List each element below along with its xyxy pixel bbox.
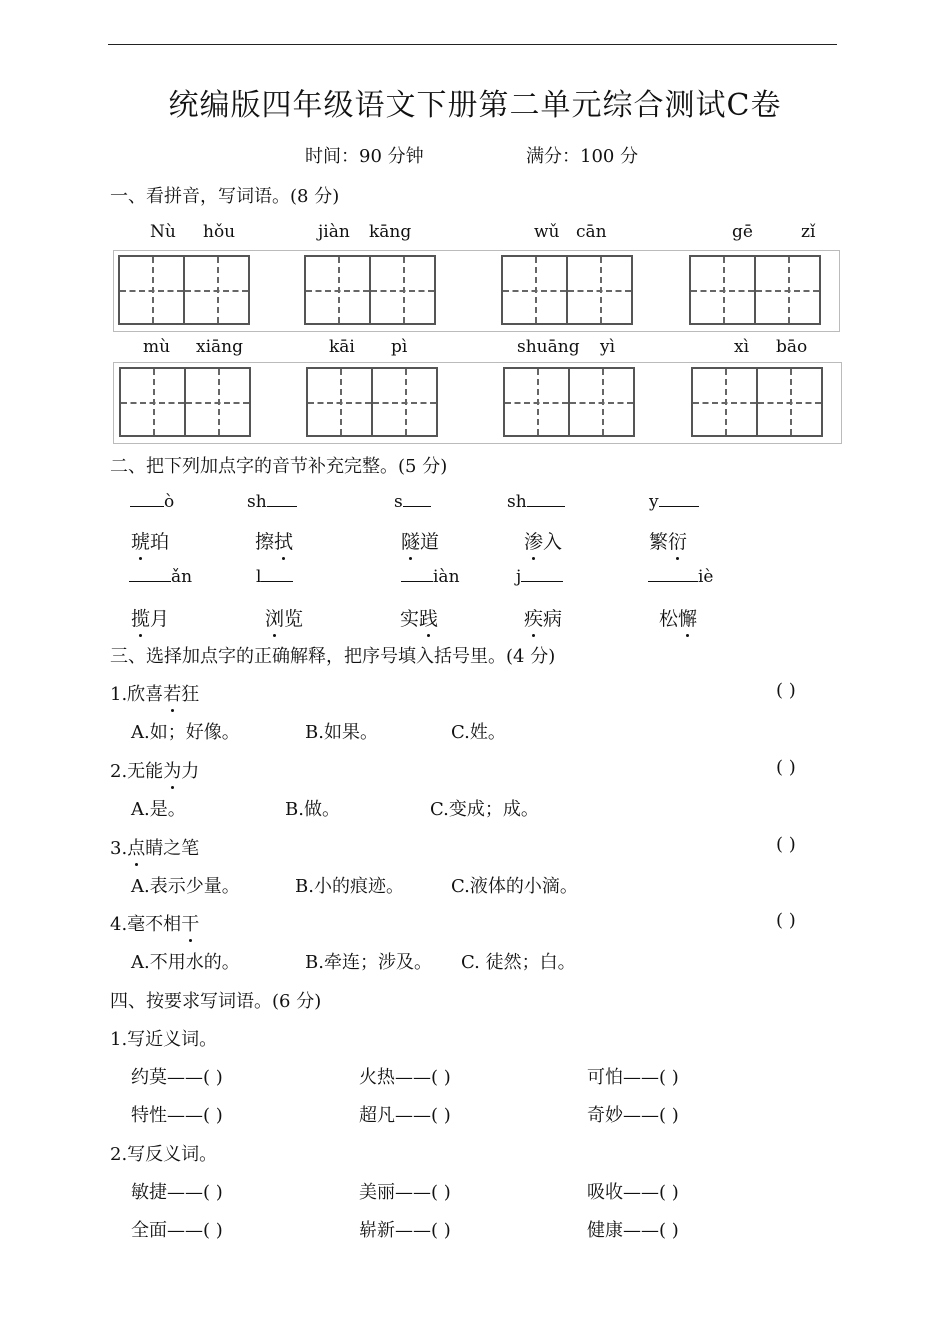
pinyin: hǒu — [203, 222, 236, 242]
antonym-item[interactable]: 敏捷——( ) — [131, 1182, 223, 1203]
pinyin: bāo — [776, 337, 808, 357]
syllable-blank[interactable]: ǎn — [129, 567, 192, 587]
option: B.牵连；涉及。 — [305, 952, 432, 973]
dotted-word: 实践 — [400, 604, 438, 631]
pinyin: Nù — [150, 222, 176, 242]
dotted-word: 擦拭 — [255, 527, 293, 554]
syllable-blank[interactable]: sh — [247, 492, 297, 512]
syllable-blank[interactable]: iàn — [401, 567, 460, 587]
section2-heading: 二、把下列加点字的音节补充完整。(5 分) — [110, 456, 448, 477]
syllable-blank[interactable]: s — [394, 492, 431, 512]
option: A.是。 — [131, 799, 186, 820]
pinyin: jiàn — [318, 222, 350, 242]
option: B.小的痕迹。 — [295, 876, 404, 897]
writing-grid[interactable] — [119, 367, 249, 437]
answer-parens[interactable]: ( ) — [776, 910, 796, 931]
question-item: 4.毫不相干 — [110, 910, 199, 936]
syllable-blank[interactable]: iè — [648, 567, 714, 587]
writing-grid[interactable] — [501, 255, 631, 325]
writing-grid[interactable] — [118, 255, 248, 325]
option: B.做。 — [285, 799, 340, 820]
option: C.变成；成。 — [430, 799, 539, 820]
antonym-item[interactable]: 健康——( ) — [587, 1220, 679, 1241]
antonym-item[interactable]: 美丽——( ) — [359, 1182, 451, 1203]
pinyin: mù — [143, 337, 171, 357]
pinyin: kāng — [369, 222, 412, 242]
dotted-word: 松懈 — [659, 604, 697, 631]
antonym-item[interactable]: 吸收——( ) — [587, 1182, 679, 1203]
pinyin: pì — [391, 337, 408, 357]
pinyin: kāi — [329, 337, 355, 357]
option: C.姓。 — [451, 722, 506, 743]
syllable-blank[interactable]: l — [256, 567, 293, 587]
pinyin: cān — [576, 222, 607, 242]
synonym-item[interactable]: 奇妙——( ) — [587, 1105, 679, 1126]
question-item: 1.欣喜若狂 — [110, 680, 199, 706]
exam-time: 时间：90 分钟 — [305, 146, 424, 167]
dotted-word: 浏览 — [265, 604, 303, 631]
subheading-synonyms: 1.写近义词。 — [110, 1029, 218, 1050]
writing-grid[interactable] — [306, 367, 436, 437]
syllable-blank[interactable]: y — [649, 492, 699, 512]
writing-grid[interactable] — [689, 255, 819, 325]
dotted-word: 隧道 — [401, 527, 439, 554]
syllable-blank[interactable]: j — [516, 567, 563, 587]
pinyin: xiāng — [196, 337, 243, 357]
answer-parens[interactable]: ( ) — [776, 680, 796, 701]
subheading-antonyms: 2.写反义词。 — [110, 1144, 218, 1165]
synonym-item[interactable]: 超凡——( ) — [359, 1105, 451, 1126]
antonym-item[interactable]: 崭新——( ) — [359, 1220, 451, 1241]
pinyin: gē — [732, 222, 753, 242]
dotted-word: 琥珀 — [131, 527, 169, 554]
option: A.表示少量。 — [131, 876, 240, 897]
answer-parens[interactable]: ( ) — [776, 834, 796, 855]
synonym-item[interactable]: 火热——( ) — [359, 1067, 451, 1088]
option: A.如；好像。 — [131, 722, 240, 743]
dotted-word: 揽月 — [131, 604, 169, 631]
syllable-blank[interactable]: ò — [130, 492, 174, 512]
antonym-item[interactable]: 全面——( ) — [131, 1220, 223, 1241]
dotted-word: 繁衍 — [649, 527, 687, 554]
question-item: 3.点睛之笔 — [110, 834, 199, 860]
writing-grid[interactable] — [304, 255, 434, 325]
exam-score: 满分：100 分 — [526, 146, 639, 167]
option: A.不用水的。 — [131, 952, 240, 973]
question-item: 2.无能为力 — [110, 757, 199, 783]
dotted-word: 渗入 — [524, 527, 562, 554]
synonym-item[interactable]: 可怕——( ) — [587, 1067, 679, 1088]
page-title: 统编版四年级语文下册第二单元综合测试C卷 — [168, 88, 782, 123]
section4-heading: 四、按要求写词语。(6 分) — [110, 991, 322, 1012]
option: B.如果。 — [305, 722, 378, 743]
pinyin: zǐ — [801, 222, 816, 242]
synonym-item[interactable]: 特性——( ) — [131, 1105, 223, 1126]
pinyin: wǔ — [534, 222, 560, 242]
syllable-blank[interactable]: sh — [507, 492, 565, 512]
pinyin: shuāng — [517, 337, 580, 357]
section1-heading: 一、看拼音，写词语。(8 分) — [110, 186, 340, 207]
pinyin: yì — [600, 337, 616, 357]
writing-grid[interactable] — [691, 367, 821, 437]
option: C.液体的小滴。 — [451, 876, 578, 897]
writing-grid[interactable] — [503, 367, 633, 437]
top-rule — [108, 44, 837, 45]
option: C. 徒然；白。 — [461, 952, 576, 973]
section3-heading: 三、选择加点字的正确解释，把序号填入括号里。(4 分) — [110, 646, 556, 667]
dotted-word: 疾病 — [524, 604, 562, 631]
pinyin: xì — [734, 337, 750, 357]
answer-parens[interactable]: ( ) — [776, 757, 796, 778]
synonym-item[interactable]: 约莫——( ) — [131, 1067, 223, 1088]
